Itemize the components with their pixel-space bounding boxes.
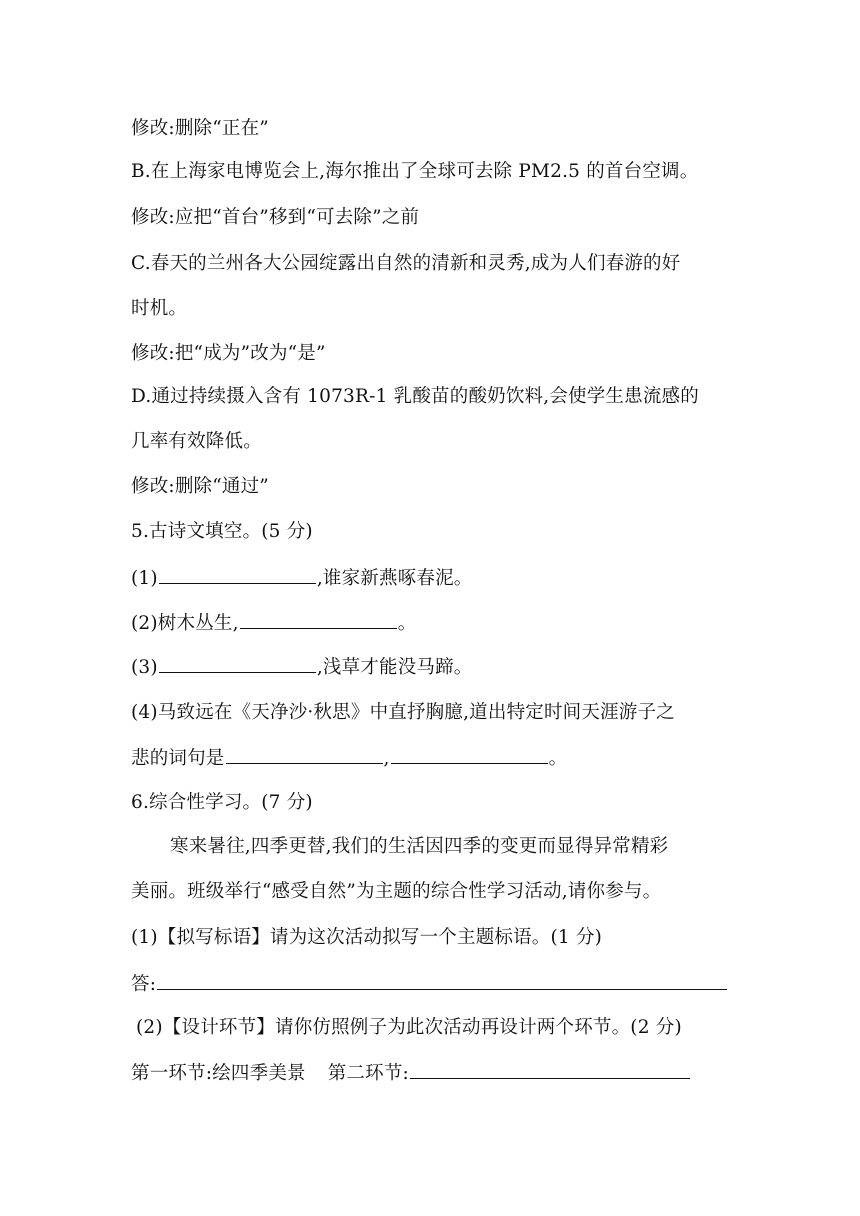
q4-option-d-fix: 修改:删除“通过” <box>131 476 269 497</box>
q5-item-4-prefix: 悲的词句是 <box>131 748 225 769</box>
q6-part-1: (1)【拟写标语】请为这次活动拟写一个主题标语。(1 分) <box>131 927 603 948</box>
q5-title: 5.古诗文填空。(5 分) <box>131 521 313 542</box>
q5-item-4-line2 <box>131 743 567 773</box>
q6-step-2-blank[interactable] <box>410 1058 690 1079</box>
q4-option-a-fix: 修改:删除“正在” <box>131 118 269 139</box>
q5-item-2-suffix: 。 <box>397 613 417 634</box>
q5-item-2-blank[interactable] <box>240 608 397 629</box>
q5-item-2-prefix: (2)树木丛生, <box>131 613 239 634</box>
q4-option-c-fix: 修改:把“成为”改为“是” <box>131 343 326 364</box>
q5-item-4-separator: , <box>383 748 390 769</box>
q5-item-3-blank[interactable] <box>159 652 316 673</box>
q6-paragraph-line2: 美丽。班级举行“感受自然”为主题的综合性学习活动,请你参与。 <box>131 881 662 902</box>
q4-option-c-line2: 时机。 <box>131 298 188 319</box>
q5-item-3 <box>131 652 473 682</box>
q5-item-3-suffix: ,浅草才能没马蹄。 <box>316 657 473 678</box>
q6-answer-line <box>131 969 728 999</box>
q5-item-1 <box>131 563 473 593</box>
q6-step-2-label: 第二环节: <box>327 1063 409 1084</box>
q6-answer-label: 答: <box>131 974 157 995</box>
q5-item-1-suffix: ,谁家新燕啄春泥。 <box>316 568 473 589</box>
q6-paragraph-line1: 寒来暑往,四季更替,我们的生活因四季的变更而显得异常精彩 <box>170 836 669 857</box>
q6-steps-line <box>131 1058 691 1088</box>
q4-option-b-fix: 修改:应把“首台”移到“可去除”之前 <box>131 207 420 228</box>
q5-item-4-blank-2[interactable] <box>391 743 548 764</box>
q4-option-c-line1: C.春天的兰州各大公园绽露出自然的清新和灵秀,成为人们春游的好 <box>131 253 681 274</box>
q5-item-2 <box>131 608 416 638</box>
q4-option-d-line1: D.通过持续摄入含有 1073R-1 乳酸苗的酸奶饮料,会使学生患流感的 <box>131 386 699 407</box>
q6-title: 6.综合性学习。(7 分) <box>131 792 313 813</box>
q5-item-1-blank[interactable] <box>159 563 316 584</box>
q5-item-1-prefix: (1) <box>131 568 158 589</box>
q6-answer-blank[interactable] <box>157 969 727 990</box>
q6-step-1: 第一环节:绘四季美景 <box>131 1063 306 1084</box>
q4-option-d-line2: 几率有效降低。 <box>131 431 262 452</box>
q4-option-b: B.在上海家电博览会上,海尔推出了全球可去除 PM2.5 的首台空调。 <box>131 161 699 182</box>
q5-item-3-prefix: (3) <box>131 657 158 678</box>
q6-part-2: (2)【设计环节】请你仿照例子为此次活动再设计两个环节。(2 分) <box>136 1017 682 1038</box>
q5-item-4-blank-1[interactable] <box>226 743 383 764</box>
q5-item-4-line1: (4)马致远在《天净沙·秋思》中直抒胸臆,道出特定时间天涯游子之 <box>131 702 675 723</box>
q5-item-4-suffix: 。 <box>548 748 568 769</box>
